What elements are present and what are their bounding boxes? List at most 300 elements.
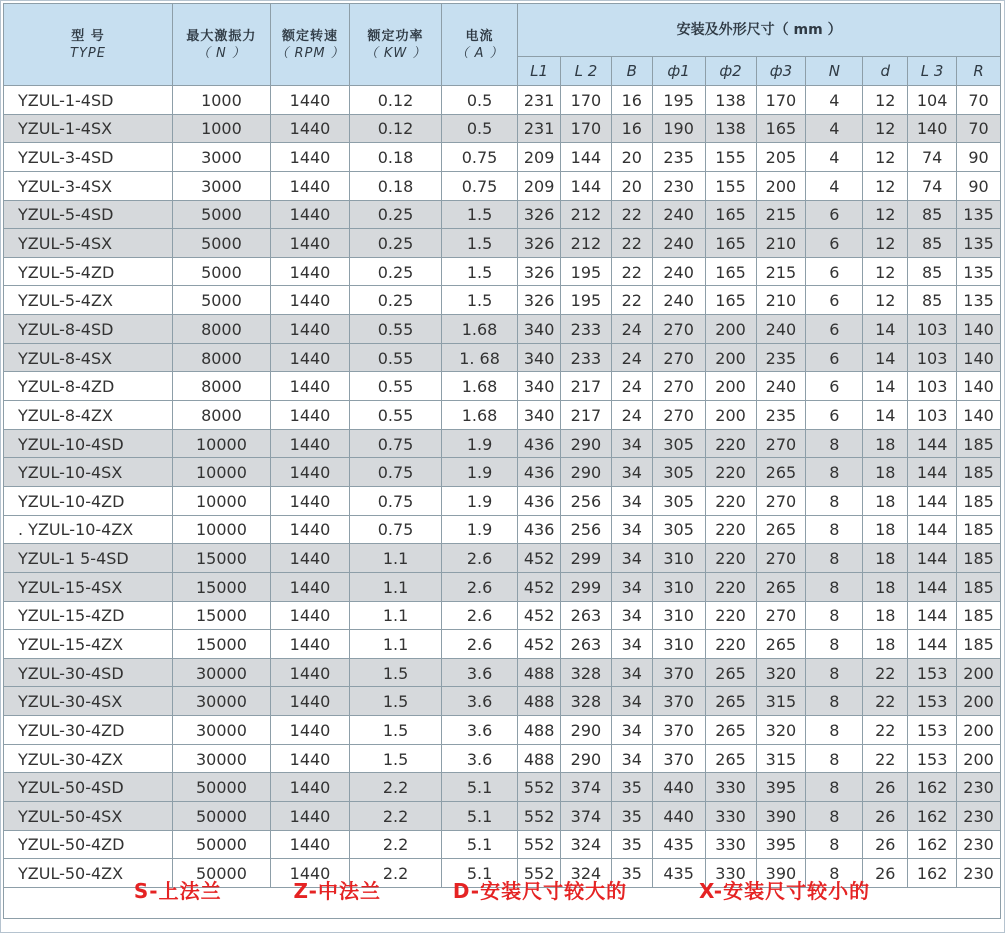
cell-l2: 233 xyxy=(561,343,612,372)
cell-force: 8000 xyxy=(173,401,271,430)
cell-phi2: 200 xyxy=(705,401,756,430)
cell-phi1: 440 xyxy=(652,802,705,831)
cell-r: 140 xyxy=(957,401,1001,430)
cell-r: 230 xyxy=(957,830,1001,859)
cell-phi3: 215 xyxy=(756,200,806,229)
cell-l3: 144 xyxy=(908,630,957,659)
cell-current: 1.9 xyxy=(441,458,517,487)
header-power-cn: 额定功率 xyxy=(367,28,424,44)
cell-speed: 1440 xyxy=(270,86,349,115)
cell-force: 15000 xyxy=(173,630,271,659)
cell-n: 8 xyxy=(806,802,863,831)
cell-b: 24 xyxy=(611,372,652,401)
header-dim-col: ф1 xyxy=(652,57,705,86)
cell-phi2: 165 xyxy=(705,200,756,229)
cell-l2: 195 xyxy=(561,257,612,286)
cell-l3: 144 xyxy=(908,486,957,515)
cell-l1: 488 xyxy=(518,744,561,773)
cell-l2: 290 xyxy=(561,744,612,773)
cell-n: 8 xyxy=(806,601,863,630)
cell-l1: 552 xyxy=(518,773,561,802)
table-row xyxy=(4,544,1001,573)
header-dim-col: R xyxy=(957,57,1001,86)
table-row xyxy=(4,572,1001,601)
cell-phi2: 200 xyxy=(705,372,756,401)
cell-power: 0.55 xyxy=(350,372,442,401)
cell-n: 8 xyxy=(806,458,863,487)
cell-l1: 340 xyxy=(518,343,561,372)
table-row xyxy=(4,630,1001,659)
cell-d: 12 xyxy=(863,286,908,315)
cell-phi1: 370 xyxy=(652,658,705,687)
cell-phi1: 270 xyxy=(652,343,705,372)
cell-l2: 299 xyxy=(561,544,612,573)
cell-type: YZUL-30-4SX xyxy=(4,687,173,716)
cell-speed: 1440 xyxy=(270,687,349,716)
cell-phi1: 270 xyxy=(652,372,705,401)
header-type-cn: 型 号 xyxy=(71,28,105,44)
cell-speed: 1440 xyxy=(270,343,349,372)
cell-phi1: 370 xyxy=(652,744,705,773)
cell-current: 3.6 xyxy=(441,744,517,773)
cell-phi2: 265 xyxy=(705,716,756,745)
cell-phi2: 220 xyxy=(705,515,756,544)
cell-n: 8 xyxy=(806,859,863,888)
cell-power: 1.5 xyxy=(350,716,442,745)
cell-l3: 85 xyxy=(908,200,957,229)
cell-current: 0.75 xyxy=(441,143,517,172)
cell-r: 200 xyxy=(957,744,1001,773)
cell-force: 15000 xyxy=(173,601,271,630)
cell-l3: 74 xyxy=(908,171,957,200)
cell-r: 185 xyxy=(957,601,1001,630)
cell-phi3: 395 xyxy=(756,830,806,859)
cell-l3: 85 xyxy=(908,229,957,258)
cell-b: 34 xyxy=(611,658,652,687)
cell-force: 50000 xyxy=(173,773,271,802)
cell-phi3: 210 xyxy=(756,286,806,315)
cell-b: 35 xyxy=(611,859,652,888)
cell-phi1: 435 xyxy=(652,830,705,859)
cell-type: YZUL-5-4SD xyxy=(4,200,173,229)
cell-l2: 263 xyxy=(561,630,612,659)
cell-phi2: 165 xyxy=(705,229,756,258)
table-row xyxy=(4,802,1001,831)
cell-force: 10000 xyxy=(173,458,271,487)
header-dim-col: ф2 xyxy=(705,57,756,86)
cell-d: 12 xyxy=(863,114,908,143)
cell-b: 34 xyxy=(611,544,652,573)
cell-r: 230 xyxy=(957,802,1001,831)
cell-r: 90 xyxy=(957,143,1001,172)
cell-force: 5000 xyxy=(173,229,271,258)
cell-r: 185 xyxy=(957,544,1001,573)
cell-l1: 436 xyxy=(518,458,561,487)
table-row xyxy=(4,143,1001,172)
cell-force: 15000 xyxy=(173,572,271,601)
cell-n: 8 xyxy=(806,773,863,802)
cell-power: 1.5 xyxy=(350,744,442,773)
cell-d: 22 xyxy=(863,744,908,773)
cell-current: 1.68 xyxy=(441,372,517,401)
cell-l1: 340 xyxy=(518,401,561,430)
cell-phi3: 320 xyxy=(756,716,806,745)
cell-speed: 1440 xyxy=(270,515,349,544)
cell-b: 20 xyxy=(611,143,652,172)
table-row xyxy=(4,86,1001,115)
cell-phi1: 270 xyxy=(652,315,705,344)
header-dim-col: L 2 xyxy=(561,57,612,86)
cell-type: YZUL-50-4SD xyxy=(4,773,173,802)
cell-current: 2.6 xyxy=(441,544,517,573)
cell-phi2: 138 xyxy=(705,114,756,143)
cell-force: 50000 xyxy=(173,802,271,831)
cell-n: 8 xyxy=(806,544,863,573)
cell-force: 5000 xyxy=(173,200,271,229)
cell-phi1: 270 xyxy=(652,401,705,430)
cell-speed: 1440 xyxy=(270,544,349,573)
cell-n: 6 xyxy=(806,286,863,315)
cell-current: 1.5 xyxy=(441,229,517,258)
cell-l1: 326 xyxy=(518,200,561,229)
cell-speed: 1440 xyxy=(270,429,349,458)
cell-force: 8000 xyxy=(173,372,271,401)
cell-phi2: 220 xyxy=(705,486,756,515)
cell-l1: 488 xyxy=(518,716,561,745)
cell-phi3: 205 xyxy=(756,143,806,172)
cell-power: 1.1 xyxy=(350,630,442,659)
cell-phi2: 200 xyxy=(705,315,756,344)
cell-b: 16 xyxy=(611,114,652,143)
cell-current: 5.1 xyxy=(441,773,517,802)
cell-phi3: 265 xyxy=(756,458,806,487)
cell-current: 5.1 xyxy=(441,830,517,859)
cell-d: 22 xyxy=(863,658,908,687)
cell-type: YZUL-5-4SX xyxy=(4,229,173,258)
cell-l2: 324 xyxy=(561,859,612,888)
cell-force: 3000 xyxy=(173,143,271,172)
cell-l2: 324 xyxy=(561,830,612,859)
cell-l2: 299 xyxy=(561,572,612,601)
cell-d: 18 xyxy=(863,458,908,487)
cell-power: 0.12 xyxy=(350,114,442,143)
cell-l2: 256 xyxy=(561,515,612,544)
cell-type: YZUL-5-4ZD xyxy=(4,257,173,286)
cell-d: 18 xyxy=(863,630,908,659)
table-row xyxy=(4,229,1001,258)
header-speed-unit: （ RPM ） xyxy=(275,45,345,61)
header-force-cn: 最大激振力 xyxy=(186,28,257,44)
cell-l1: 231 xyxy=(518,114,561,143)
header-power-unit: （ KW ） xyxy=(364,45,427,61)
cell-d: 14 xyxy=(863,401,908,430)
cell-phi3: 270 xyxy=(756,486,806,515)
cell-power: 0.75 xyxy=(350,486,442,515)
cell-n: 6 xyxy=(806,229,863,258)
cell-d: 26 xyxy=(863,802,908,831)
cell-l2: 233 xyxy=(561,315,612,344)
cell-b: 35 xyxy=(611,773,652,802)
cell-speed: 1440 xyxy=(270,630,349,659)
table-row xyxy=(4,515,1001,544)
cell-phi3: 395 xyxy=(756,773,806,802)
cell-power: 2.2 xyxy=(350,773,442,802)
cell-n: 6 xyxy=(806,401,863,430)
cell-phi2: 265 xyxy=(705,687,756,716)
cell-phi3: 270 xyxy=(756,429,806,458)
cell-phi1: 305 xyxy=(652,486,705,515)
cell-l3: 103 xyxy=(908,343,957,372)
cell-l2: 212 xyxy=(561,200,612,229)
cell-l1: 452 xyxy=(518,572,561,601)
cell-r: 185 xyxy=(957,572,1001,601)
cell-l1: 488 xyxy=(518,658,561,687)
cell-l1: 436 xyxy=(518,429,561,458)
cell-type: YZUL-15-4ZD xyxy=(4,601,173,630)
cell-l3: 74 xyxy=(908,143,957,172)
cell-l3: 162 xyxy=(908,859,957,888)
cell-r: 135 xyxy=(957,257,1001,286)
cell-power: 0.25 xyxy=(350,200,442,229)
table-row xyxy=(4,486,1001,515)
cell-d: 12 xyxy=(863,200,908,229)
cell-type: YZUL-3-4SX xyxy=(4,171,173,200)
cell-type: YZUL-50-4SX xyxy=(4,802,173,831)
cell-current: 5.1 xyxy=(441,802,517,831)
cell-type: YZUL-50-4ZD xyxy=(4,830,173,859)
cell-r: 140 xyxy=(957,315,1001,344)
cell-speed: 1440 xyxy=(270,458,349,487)
cell-d: 26 xyxy=(863,773,908,802)
cell-force: 5000 xyxy=(173,257,271,286)
cell-speed: 1440 xyxy=(270,744,349,773)
cell-current: 0.5 xyxy=(441,114,517,143)
cell-l1: 436 xyxy=(518,515,561,544)
cell-b: 34 xyxy=(611,458,652,487)
cell-l3: 153 xyxy=(908,744,957,773)
cell-l2: 263 xyxy=(561,601,612,630)
cell-current: 1.68 xyxy=(441,315,517,344)
cell-l3: 144 xyxy=(908,572,957,601)
cell-force: 30000 xyxy=(173,658,271,687)
table-row xyxy=(4,372,1001,401)
cell-d: 12 xyxy=(863,257,908,286)
cell-l1: 552 xyxy=(518,859,561,888)
cell-n: 8 xyxy=(806,429,863,458)
cell-d: 26 xyxy=(863,859,908,888)
cell-phi1: 195 xyxy=(652,86,705,115)
cell-phi1: 440 xyxy=(652,773,705,802)
cell-type: YZUL-5-4ZX xyxy=(4,286,173,315)
cell-r: 200 xyxy=(957,716,1001,745)
cell-n: 6 xyxy=(806,372,863,401)
cell-phi2: 265 xyxy=(705,658,756,687)
cell-phi1: 305 xyxy=(652,515,705,544)
cell-l3: 85 xyxy=(908,257,957,286)
cell-phi3: 320 xyxy=(756,658,806,687)
header-dim-col: L 3 xyxy=(908,57,957,86)
cell-l3: 162 xyxy=(908,802,957,831)
cell-b: 22 xyxy=(611,286,652,315)
cell-power: 0.12 xyxy=(350,86,442,115)
cell-force: 1000 xyxy=(173,86,271,115)
cell-l1: 340 xyxy=(518,315,561,344)
cell-b: 34 xyxy=(611,515,652,544)
cell-power: 2.2 xyxy=(350,802,442,831)
cell-phi2: 330 xyxy=(705,859,756,888)
cell-l1: 488 xyxy=(518,687,561,716)
cell-b: 34 xyxy=(611,601,652,630)
cell-n: 8 xyxy=(806,744,863,773)
cell-phi3: 200 xyxy=(756,171,806,200)
cell-power: 0.55 xyxy=(350,343,442,372)
header-current-unit: （ A ） xyxy=(455,45,504,61)
cell-r: 230 xyxy=(957,773,1001,802)
header-type-en: TYPE xyxy=(70,45,106,61)
cell-l1: 452 xyxy=(518,601,561,630)
cell-b: 20 xyxy=(611,171,652,200)
cell-l3: 144 xyxy=(908,601,957,630)
cell-b: 34 xyxy=(611,572,652,601)
cell-phi2: 200 xyxy=(705,343,756,372)
cell-phi3: 270 xyxy=(756,544,806,573)
cell-phi2: 330 xyxy=(705,830,756,859)
cell-l2: 328 xyxy=(561,687,612,716)
cell-l2: 328 xyxy=(561,658,612,687)
cell-type: YZUL-1-4SD xyxy=(4,86,173,115)
cell-phi2: 220 xyxy=(705,544,756,573)
cell-speed: 1440 xyxy=(270,859,349,888)
cell-power: 0.25 xyxy=(350,257,442,286)
cell-l2: 144 xyxy=(561,143,612,172)
cell-type: YZUL-15-4SX xyxy=(4,572,173,601)
cell-power: 2.2 xyxy=(350,859,442,888)
cell-speed: 1440 xyxy=(270,572,349,601)
cell-current: 1.9 xyxy=(441,429,517,458)
cell-force: 8000 xyxy=(173,315,271,344)
cell-type: YZUL-8-4ZX xyxy=(4,401,173,430)
cell-b: 22 xyxy=(611,200,652,229)
cell-l1: 231 xyxy=(518,86,561,115)
cell-force: 10000 xyxy=(173,486,271,515)
cell-r: 135 xyxy=(957,200,1001,229)
spec-table-body xyxy=(4,86,1001,888)
cell-d: 18 xyxy=(863,544,908,573)
table-row xyxy=(4,315,1001,344)
cell-power: 2.2 xyxy=(350,830,442,859)
cell-d: 12 xyxy=(863,229,908,258)
table-row xyxy=(4,343,1001,372)
cell-speed: 1440 xyxy=(270,114,349,143)
cell-b: 34 xyxy=(611,687,652,716)
cell-speed: 1440 xyxy=(270,315,349,344)
cell-l3: 162 xyxy=(908,773,957,802)
cell-phi1: 240 xyxy=(652,286,705,315)
cell-speed: 1440 xyxy=(270,773,349,802)
cell-phi2: 220 xyxy=(705,572,756,601)
cell-l3: 153 xyxy=(908,687,957,716)
cell-phi3: 315 xyxy=(756,687,806,716)
cell-d: 12 xyxy=(863,86,908,115)
cell-d: 12 xyxy=(863,143,908,172)
cell-l1: 552 xyxy=(518,802,561,831)
cell-l2: 217 xyxy=(561,401,612,430)
cell-phi3: 235 xyxy=(756,343,806,372)
cell-l3: 144 xyxy=(908,544,957,573)
cell-r: 70 xyxy=(957,114,1001,143)
cell-power: 0.18 xyxy=(350,143,442,172)
cell-power: 1.5 xyxy=(350,658,442,687)
cell-force: 8000 xyxy=(173,343,271,372)
table-row xyxy=(4,687,1001,716)
cell-d: 18 xyxy=(863,429,908,458)
cell-phi2: 220 xyxy=(705,458,756,487)
cell-force: 30000 xyxy=(173,744,271,773)
header-row-main xyxy=(4,4,1001,57)
cell-l2: 212 xyxy=(561,229,612,258)
cell-n: 8 xyxy=(806,687,863,716)
cell-type: YZUL-1 5-4SD xyxy=(4,544,173,573)
cell-phi3: 390 xyxy=(756,859,806,888)
cell-speed: 1440 xyxy=(270,372,349,401)
cell-phi1: 240 xyxy=(652,200,705,229)
cell-type: YZUL-1-4SX xyxy=(4,114,173,143)
cell-r: 200 xyxy=(957,658,1001,687)
cell-l3: 103 xyxy=(908,372,957,401)
cell-l1: 452 xyxy=(518,630,561,659)
cell-type: YZUL-10-4ZD xyxy=(4,486,173,515)
table-row xyxy=(4,773,1001,802)
cell-n: 4 xyxy=(806,143,863,172)
table-row xyxy=(4,401,1001,430)
cell-force: 1000 xyxy=(173,114,271,143)
cell-speed: 1440 xyxy=(270,257,349,286)
cell-d: 14 xyxy=(863,343,908,372)
cell-power: 0.25 xyxy=(350,229,442,258)
cell-current: 2.6 xyxy=(441,572,517,601)
cell-current: 1. 68 xyxy=(441,343,517,372)
table-row xyxy=(4,171,1001,200)
cell-phi1: 310 xyxy=(652,601,705,630)
cell-speed: 1440 xyxy=(270,401,349,430)
cell-type: YZUL-30-4ZD xyxy=(4,716,173,745)
cell-l1: 340 xyxy=(518,372,561,401)
cell-power: 0.75 xyxy=(350,515,442,544)
cell-speed: 1440 xyxy=(270,716,349,745)
cell-l2: 374 xyxy=(561,802,612,831)
cell-force: 30000 xyxy=(173,716,271,745)
table-row xyxy=(4,257,1001,286)
cell-phi1: 305 xyxy=(652,429,705,458)
cell-phi3: 390 xyxy=(756,802,806,831)
cell-b: 16 xyxy=(611,86,652,115)
cell-force: 30000 xyxy=(173,687,271,716)
cell-current: 5.1 xyxy=(441,859,517,888)
cell-current: 1.5 xyxy=(441,257,517,286)
cell-speed: 1440 xyxy=(270,658,349,687)
cell-current: 1.5 xyxy=(441,200,517,229)
cell-phi1: 230 xyxy=(652,171,705,200)
cell-l3: 153 xyxy=(908,658,957,687)
header-dim-col: ф3 xyxy=(756,57,806,86)
table-row xyxy=(4,429,1001,458)
cell-phi3: 240 xyxy=(756,372,806,401)
table-row xyxy=(4,716,1001,745)
cell-type: YZUL-8-4SD xyxy=(4,315,173,344)
cell-speed: 1440 xyxy=(270,286,349,315)
cell-b: 24 xyxy=(611,401,652,430)
cell-phi2: 220 xyxy=(705,429,756,458)
